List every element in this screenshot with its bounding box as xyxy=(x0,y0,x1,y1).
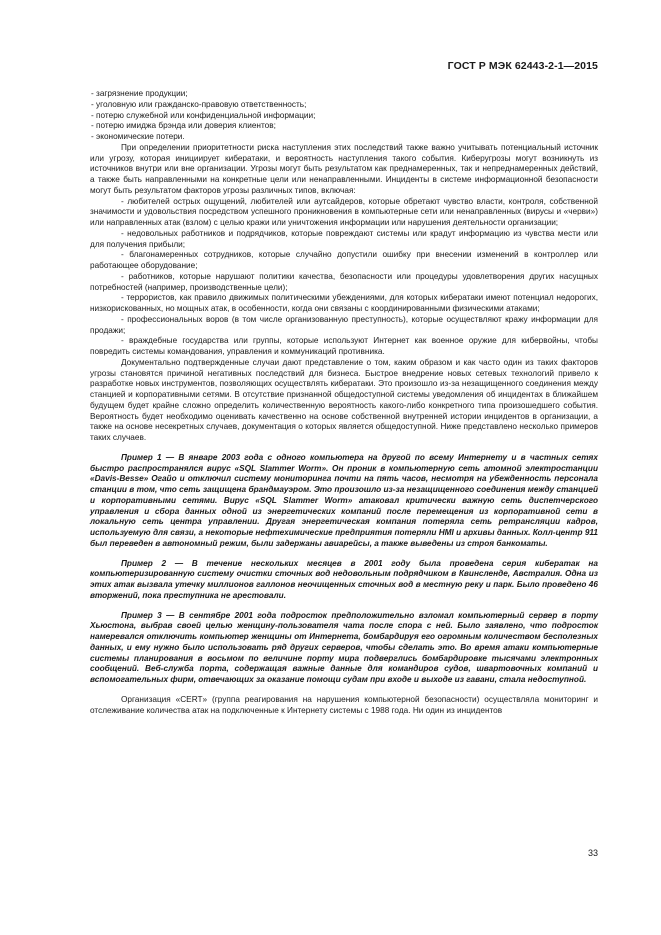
documented-cases-paragraph: Документально подтвержденные случаи дают представление о том, каким образом и как часто один из таких факторов угрозы становятся причиной негативных последствий для бизнеса. Быстрое внедрение новых сетевых технологий привело к разработке новых инструментов, позволяющих осуществлять кибератаки. Это произошло из-за незащищенного соединения между станцией и корпоративными сетями. В отсутствие признанной общедоступной системы уведомления об инцидентах в ближайшем будущем будет крайне сложно определить количественную вероятность какого-либо конкретного типа произошедшего события. Вероятность будет необходимо оценивать качественно на основе собственной внутренней истории инцидентов в организации, а также на основе несекретных случаев, документация о которых является общедоступной. Ниже представлено несколько примеров таких случаев. xyxy=(90,357,598,442)
list-item: - враждебные государства или группы, которые используют Интернет как военное оружие для кибервойны, чтобы повредить системы командования, управления и коммуникаций противника. xyxy=(90,336,598,356)
cert-paragraph: Организация «CERT» (группа реагирования на нарушения компьютерной безопасности) осуществляла мониторинг и отслеживание количества атак на подключенные к Интернету системы с 1988 года. Ни один из инцидентов xyxy=(90,694,598,715)
list-item: - экономические потери. xyxy=(91,132,185,141)
page-body xyxy=(90,89,598,716)
list-item: - потерю имиджа брэнда или доверия клиентов; xyxy=(91,121,276,131)
example-1: Пример 1 — В январе 2003 года с одного компьютера на другой по всему Интернету и в частных сетях быстро распространялся вирус «SQL Slammer Worm». Он проник в компьютерную сеть атомной электростанции «Davis-Besse» Огайо и отключил систему мониторинга почти на пять часов, несмотря на убежденность персонала станции в том, что сеть защищена брандмауэром. Это произошло из-за незащищенного соединения между станцией и корпоративными сетями. Вирус «SQL Slammer Worm» атаковал критически важную сеть диспетчерского управления и сбора данных одной из энергетических компаний после перемещения из корпоративной сети в локальную сеть центра управлении. Другая энергетическая компания потеряла сеть ретрансляции кадров, используемую для связи, а некоторые нефтехимические предприятия потеряли HMI и архивы данных. Колл-центр 911 был переведен в автономный режим, были задержаны авиарейсы, а также выведены из строя банкоматы. xyxy=(90,452,598,548)
list-item: - недовольных работников и подрядчиков, которые повреждают системы или крадут информацию из чувства мести или для получения прибыли; xyxy=(90,228,598,249)
example-2: Пример 2 — В течение нескольких месяцев в 2001 году была проведена серия кибератак на компьютеризированную систему очистки сточных вод недовольным подрядчиком в Квинсленде, Австралия. Одна из этих атак вызвала утечку миллионов галлонов неочищенных сточных вод в местную реку и парк. Было проведено 46 вторжений, пока преступника не арестовали. xyxy=(90,558,598,600)
example-3: Пример 3 — В сентябре 2001 года подросток предположительно взломал компьютерный сервер в порту Хьюстона, выбрав своей целью женщину-пользователя чата после спора с ней. Было заявлено, что подросток намеревался отключить компьютер женщины от Интернета, бомбардируя его огромным количеством бесполезных данных, и ему нужно было использовать ряд других серверов, чтобы сделать это. Во время атаки компьютерные системы планирования в восьмом по величине порту мира подверглись бомбардировке тысячами электронных сообщений. Веб-служба порта, содержащая важные данные для командиров судов, швартовочных компаний и вспомогательных фирм, отвечающих за оказание помощи судам при входе и выходе из гавани, стала недоступной. xyxy=(90,610,598,684)
list-item: - уголовную или гражданско-правовую ответственность; xyxy=(91,99,307,109)
list-item: - профессиональных воров (в том числе организованную преступность), которые осуществляют кражу информации для продажи; xyxy=(90,314,598,335)
priorities-paragraph: При определении приоритетности риска наступления этих последствий также важно учитывать потенциальный источник или угрозу, которая инициирует кибератаки, и вероятность наступления такого события. Киберугрозы могут возникнуть из источников внутри или вне организации. Угрозы могут быть результатом как преднамеренных, так и непреднамеренных действий, а также быть направленными на конкретные цели или ненаправленными. Инциденты в системе информационной безопасности могут быть результатом факторов угрозы различных типов, включая: xyxy=(90,142,598,195)
standard-header: ГОСТ Р МЭК 62443-2-1—2015 xyxy=(447,60,598,72)
consequences-list xyxy=(90,89,598,143)
list-item: - загрязнение продукции; xyxy=(91,89,188,98)
list-item: - террористов, как правило движимых политическими убеждениями, для которых кибератаки имеют потенциал недорогих, низкорискованных, но мощных атак, в особенности, когда они связаны с координированными физическими атаками; xyxy=(90,293,598,313)
list-item: - любителей острых ощущений, любителей или аутсайдеров, которые обретают чувство власти, контроля, собственной значимости и удовольствия посредством успешного проникновения в компьютерные сети или ненаправленных (вирусы и «черви») или направленных атак (взлом) с целью кражи или уничтожения информации или нарушения деятельности организации; xyxy=(90,196,598,227)
list-item: - благонамеренных сотрудников, которые случайно допустили ошибку при внесении изменений в контроллер или работающее оборудование; xyxy=(90,250,598,270)
list-item: - потерю служебной или конфиденциальной информации; xyxy=(91,110,316,120)
threat-agents-list xyxy=(90,197,598,358)
page-number: 33 xyxy=(587,848,598,858)
list-item: - работников, которые нарушают политики качества, безопасности или процедуры удовлетворения других насущных потребностей (например, производственные цели); xyxy=(90,271,598,292)
